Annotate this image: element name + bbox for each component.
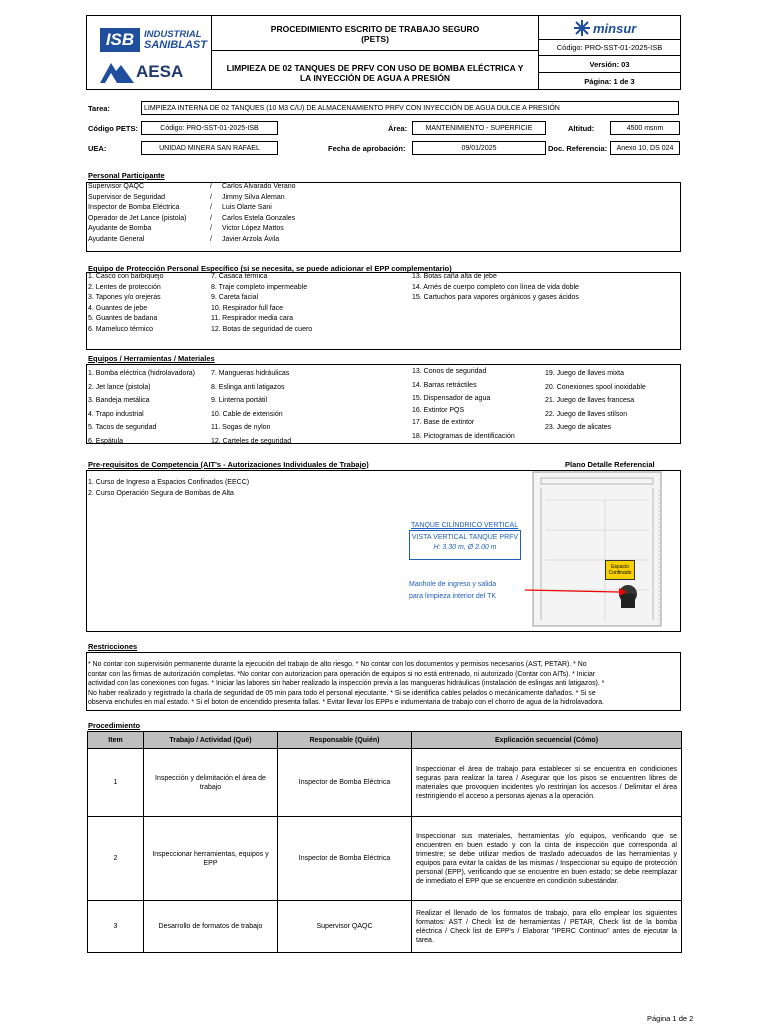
cell-explicacion: Inspeccionar sus materiales, herramientas y/o equipos, verificando que se encuentren en buen estado y con la cinta de inspección que corresponda al trimestre; se debe utilizar medios de traslado adecuados de las herramientas y equipos para evitar la caídas de las mismas / Inspeccionar su equipo de protección personal (EPP), verificando que se encuentre en buen estado; se debe reemplazar de inmediato el EPP que se encuentre en condición subestándar. [412, 817, 682, 901]
epp-item: 14. Arnés de cuerpo completo con línea de vida doble [412, 283, 579, 291]
plano-box-line2: H: 3.30 m, Ø 2.00 m [433, 544, 497, 551]
personal-role: Ayudante de Bomba [88, 225, 152, 232]
tarea-value: LIMPIEZA INTERNA DE 02 TANQUES (10 M3 C/U) DE ALMACENAMIENTO PRFV CON INYECCIÓN DE AGUA DULCE A PRESIÓN [141, 101, 679, 115]
cell-responsable: Inspector de Bomba Eléctrica [278, 749, 412, 817]
document-title: PROCEDIMIENTO ESCRITO DE TRABAJO SEGURO [270, 24, 480, 34]
fecha-aprobacion-label: Fecha de aprobación: [328, 144, 406, 153]
cell-trabajo: Inspección y delimitación el área de trabajo [144, 749, 278, 817]
personal-role: Inspector de Bomba Eléctrica [88, 204, 180, 211]
header-page: Página: 1 de 3 [538, 72, 681, 90]
plano-image [405, 470, 677, 630]
doc-referencia-value: Anexo 10, DS 024 [610, 141, 680, 155]
cell-responsable: Inspector de Bomba Eléctrica [278, 817, 412, 901]
equipo-item: 4. Trapo industrial [88, 410, 144, 418]
separator: / [210, 193, 212, 201]
plano-box-line1: VISTA VERTICAL TANQUE PRFV [411, 534, 519, 541]
personal-role: Supervisor de Seguridad [88, 193, 166, 201]
equipo-item: 22. Juego de llaves stilson [545, 410, 628, 418]
cell-item: 3 [88, 901, 144, 953]
cell-responsable: Supervisor QAQC [278, 901, 412, 953]
personal-name: Jimmy Silva Aleman [222, 193, 285, 201]
col-header-responsable: Responsable (Quién) [278, 732, 412, 749]
epp-box [86, 272, 681, 350]
aesa-mountain-icon [100, 61, 134, 83]
restriccion-line: actividad con las conexiones con fugas. * Iniciar las labores sin haber realizado la inspección previa a las mangueras hidráulicas (instalación de eslingas anti latigazos). * [88, 680, 605, 687]
altitud-label: Altitud: [568, 124, 595, 133]
header-version: Versión: 03 [538, 55, 681, 73]
isb-logo-line2: SANIBLAST [144, 39, 207, 51]
cell-trabajo: Desarrollo de formatos de trabajo [144, 901, 278, 953]
restriccion-line: * No contar con supervisión permanente durante la ejecución del trabajo de alto riesgo. * No contar con los documentos y permisos necesarios (AST, PETAR). * No [88, 661, 587, 668]
plano-tag: TANQUE CILÍNDRICO VERTICAL [411, 522, 519, 529]
header-title-cell [211, 15, 539, 51]
epp-col3 [412, 272, 579, 304]
personal-role: Operador de Jet Lance (pistola) [88, 214, 187, 222]
epp-item: 1. Casco con barbiquejo [88, 273, 164, 280]
cell-explicacion: Realizar el llenado de los formatos de trabajo, para ello emplear los siguientes formatos: AST / Check list de herramientas / PETAR, Check list de la bomba eléctrica / Check list de EPP's / Elaborar "IPERC Continuo" antes de ejecutar la tarea. [412, 901, 682, 953]
prereq-item: 1. Curso de Ingreso a Espacios Confinados (EECC) [88, 479, 250, 486]
fecha-aprobacion-value: 09/01/2025 [412, 141, 546, 155]
equipo-item: 19. Juego de llaves mixta [545, 370, 624, 377]
table-header-row [88, 732, 682, 749]
cell-item: 1 [88, 749, 144, 817]
equipos-col4 [545, 367, 646, 435]
equipo-item: 15. Dispensador de agua [412, 395, 491, 402]
tarea-label: Tarea: [88, 104, 110, 113]
document-subtitle-line2: LA INYECCIÓN DE AGUA A PRESIÓN [299, 73, 451, 83]
footer-page-number: Página 1 de 2 [647, 1014, 694, 1023]
restriccion-line: contar con las firmas de autorización completas. *No contar con autorizacion para operación de equipos si no está entrenado, ni autorizado (Contar con AITs). * Iniciar [88, 670, 596, 678]
personal-section-title: Personal Participante [88, 171, 165, 180]
isb-logo-line1: INDUSTRIAL [144, 29, 202, 40]
epp-item: 2. Lentes de protección [88, 283, 161, 291]
procedimiento-section-title: Procedimiento [88, 721, 141, 730]
personal-role: Ayudante General [88, 235, 145, 243]
equipo-item: 6. Espátula [88, 437, 124, 445]
document-title-abbrev: (PETS) [361, 34, 389, 44]
equipos-col2 [211, 367, 291, 448]
epp-item: 5. Guantes de badana [88, 315, 158, 322]
col-header-explicacion: Explicación secuencial (Cómo) [412, 732, 682, 749]
header-code: Código: PRO-SST-01-2025-ISB [538, 39, 681, 56]
table-row [88, 749, 682, 817]
restriccion-line: No haber realizado y registrado la charla de seguridad de 05 min para todo el personal ejecutante. * Si se identifica cables pelados o mecánicamente dañados. * Si se [88, 689, 596, 697]
restricciones-text [88, 660, 680, 708]
epp-item: 8. Traje completo impermeable [211, 283, 308, 291]
equipos-col1 [88, 367, 195, 448]
personal-name: Carlos Alvarado Verano [222, 183, 296, 190]
doc-referencia-label: Doc. Referencia: [548, 144, 608, 153]
isb-logo [100, 28, 205, 54]
table-row [88, 901, 682, 953]
prereq-section-title: Pre-requisitos de Competencia (AIT's - Autorizaciones Individuales de Trabajo) [88, 460, 369, 469]
plano-callout-line1: Manhole de ingreso y salida [409, 581, 497, 588]
separator: / [210, 183, 212, 190]
epp-item: 7. Casaca térmica [211, 273, 268, 280]
equipo-item: 2. Jet lance (pistola) [88, 383, 151, 391]
epp-item: 6. Mameluco térmico [88, 325, 153, 333]
equipo-item: 9. Linterna portátil [211, 397, 268, 404]
prereq-list [88, 478, 249, 499]
equipo-item: 13. Conos de seguridad [412, 368, 487, 375]
uea-label: UEA: [88, 144, 107, 153]
aesa-logo-text: AESA [136, 62, 184, 81]
equipo-item: 23. Juego de alicates [545, 424, 612, 431]
codigo-pets-value: Código: PRO-SST-01-2025-ISB [141, 121, 278, 135]
personal-roles [88, 182, 186, 245]
epp-item: 4. Guantes de jebe [88, 304, 148, 312]
espacio-confinado-sign: Espacio Confinado [605, 560, 635, 580]
equipo-item: 21. Juego de llaves francesa [545, 397, 635, 404]
separator: / [210, 235, 212, 243]
equipo-item: 18. Pictogramas de identificación [412, 433, 515, 440]
epp-item: 15. Cartuchos para vapores orgánicos y gases ácidos [412, 294, 579, 301]
restriccion-line: observa enchufes en mal estado. * Si el boton de encendido presenta fallas. * Evitar llevar los EPPs e indumentaria de trabajo con el chorro de agua de la hidrolavadora. [88, 699, 604, 706]
minsur-logo-cell [538, 15, 681, 40]
personal-separators [210, 182, 212, 245]
equipo-item: 8. Eslinga anti latigazos [211, 383, 285, 391]
personal-name: Javier Arzola Ávila [222, 235, 280, 243]
minsur-star-icon [573, 19, 591, 37]
plano-section-title: Plano Detalle Referencial [565, 460, 655, 469]
equipo-item: 10. Cable de extensión [211, 410, 283, 418]
equipo-item: 1. Bomba eléctrica (hidrolavadora) [88, 370, 195, 377]
equipo-item: 20. Conexiones spool inoxidable [545, 383, 646, 391]
area-value: MANTENIMIENTO - SUPERFICIE [412, 121, 546, 135]
equipos-section-title: Equipos / Herramientas / Materiales [88, 354, 215, 363]
epp-item: 3. Tapones y/o orejeras [88, 294, 161, 301]
minsur-logo-text: minsur [593, 21, 637, 36]
separator: / [210, 204, 212, 211]
area-label: Área: [388, 124, 408, 133]
document-subtitle-line1: LIMPIEZA DE 02 TANQUES DE PRFV CON USO DE BOMBA ELÉCTRICA Y [226, 63, 524, 73]
epp-item: 13. Botas caña alta de jebe [412, 273, 497, 280]
equipo-item: 12. Carteles de seguridad [211, 437, 292, 445]
personal-name: Luis Olarte Sani [222, 204, 272, 211]
prereq-item: 2. Curso Operación Segura de Bombas de Alta [88, 489, 234, 497]
epp-item: 12. Botas de seguridad de cuero [211, 325, 313, 333]
altitud-value: 4500 msnm [610, 121, 680, 135]
equipo-item: 7. Mangueras hidráulicas [211, 370, 290, 377]
equipo-item: 11. Sogas de nylon [211, 424, 271, 431]
epp-item: 9. Careta facial [211, 294, 259, 301]
procedimiento-table [87, 731, 682, 953]
codigo-pets-label: Código PETS: [88, 124, 138, 133]
uea-value: UNIDAD MINERA SAN RAFAEL [141, 141, 278, 155]
equipo-item: 14. Barras retráctiles [412, 381, 477, 389]
personal-name: Carlos Estela Gonzales [222, 214, 296, 222]
plano-info-box [409, 530, 521, 560]
restricciones-section-title: Restricciones [88, 642, 138, 651]
epp-section-title: Equipo de Protección Personal Específico (si se necesita, se puede adicionar el EPP complementario) [88, 264, 452, 273]
epp-item: 10. Respirador full face [211, 304, 283, 312]
col-header-item: Item [88, 732, 144, 749]
equipo-item: 3. Bandeja metálica [88, 397, 150, 404]
plano-callout-line2: para limpieza interior del TK [409, 593, 497, 600]
equipo-item: 5. Tacos de seguridad [88, 424, 157, 431]
isb-logo-mark: ISB [100, 28, 140, 52]
cell-item: 2 [88, 817, 144, 901]
header-subtitle-cell [211, 50, 539, 90]
personal-role: Supervisor QAQC [88, 183, 145, 190]
epp-col1 [88, 272, 164, 335]
personal-names [222, 182, 296, 245]
aesa-logo [100, 60, 200, 84]
equipo-item: 17. Base de extintor [412, 419, 475, 426]
epp-item: 11. Respirador media cara [211, 315, 293, 322]
equipo-item: 16. Extintor PQS [412, 407, 465, 414]
separator: / [210, 214, 212, 222]
col-header-trabajo: Trabajo / Actividad (Qué) [144, 732, 278, 749]
epp-col2 [211, 272, 312, 335]
personal-name: Victor López Mattos [222, 225, 284, 232]
separator: / [210, 225, 212, 232]
table-row [88, 817, 682, 901]
cell-trabajo: Inspeccionar herramientas, equipos y EPP [144, 817, 278, 901]
cell-explicacion: Inspeccionar el área de trabajo para establecer si se encuentra en condiciones seguras para realizar la tarea / Asegurar que los pisos se encuentren libres de materiales que provoquen incidentes y/o restrinjan los accesos / Delimitar el área restringiendo el acceso a personas ajenas a la operación. [412, 749, 682, 817]
equipos-col3 [412, 367, 515, 444]
